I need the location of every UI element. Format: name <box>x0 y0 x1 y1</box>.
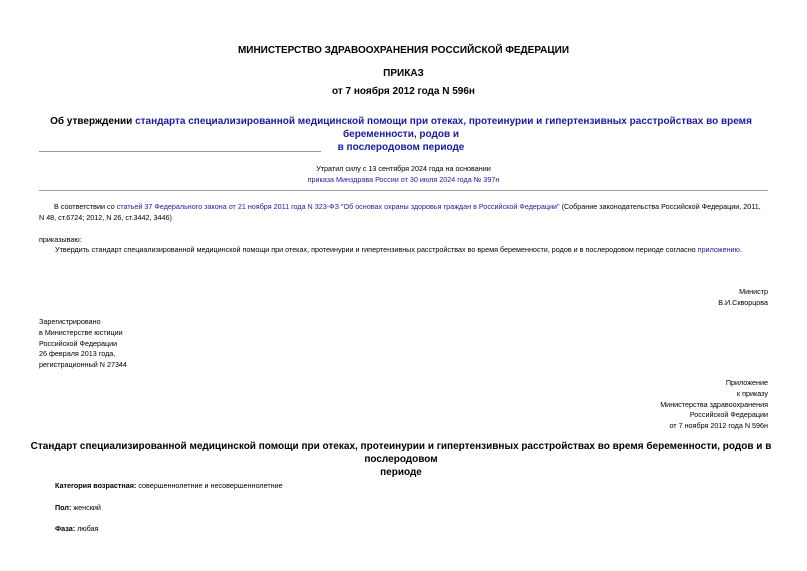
registration-block <box>39 317 127 371</box>
signature-name: В.И.Скворцова <box>718 297 768 307</box>
standard-title <box>30 440 772 479</box>
sex-value: женский <box>73 503 101 512</box>
order-label: приказываю: <box>39 235 82 244</box>
age-category <box>55 481 283 490</box>
doc-type: ПРИКАЗ <box>383 68 424 79</box>
order-text <box>55 244 795 255</box>
ministry-header: МИНИСТЕРСТВО ЗДРАВООХРАНЕНИЯ РОССИЙСКОЙ ФЕДЕРАЦИИ <box>237 45 570 56</box>
age-category-label: Категория возрастная: <box>55 481 137 490</box>
signature-block <box>718 287 768 309</box>
order-title-link-line2[interactable]: в послеродовом периоде <box>337 142 465 153</box>
age-category-value: совершеннолетние и несовершеннолетние <box>138 481 283 490</box>
preamble-suffix: (Собрание законодательства Российской Федерации, 2011, <box>559 202 761 211</box>
preamble <box>39 201 779 223</box>
appendix-link[interactable]: приложению <box>697 245 740 254</box>
divider-short <box>39 151 321 152</box>
sex-label: Пол: <box>55 503 72 512</box>
appendix-line: Приложение <box>725 378 768 387</box>
divider-full <box>39 190 768 191</box>
standard-title-line2: периоде <box>380 467 422 478</box>
phase-label: Фаза: <box>55 524 76 533</box>
preamble-prefix: В соответствии со <box>54 202 117 211</box>
sex <box>55 503 101 512</box>
order-text-end: . <box>739 245 742 254</box>
standard-title-line1: Стандарт специализированной медицинской помощи при отеках, протеинурии и гипертензивных расстройствах во время беременности, родов и в послеродовом <box>30 441 772 465</box>
order-title-link[interactable]: стандарта специализированной медицинской помощи при отеках, протеинурии и гипертензивных расстройствах во время беременности, родов и <box>135 116 752 140</box>
appendix-line: к приказу <box>736 388 768 398</box>
status-note: Утратил силу с 13 сентября 2024 года на основании <box>316 164 491 173</box>
registration-line: Российской Федерации <box>39 338 118 348</box>
registration-line: 26 февраля 2013 года, <box>39 349 116 359</box>
phase-value: любая <box>77 524 99 533</box>
appendix-block <box>660 378 768 432</box>
order-title <box>30 115 772 154</box>
order-date-number: от 7 ноября 2012 года N 596н <box>332 86 475 97</box>
signature-position: Министр <box>739 287 768 296</box>
federal-law-link[interactable]: статьей 37 Федерального закона от 21 ноября 2011 года N 323-ФЗ "Об основах охраны здоровья граждан в Российской Федерации" <box>116 202 560 211</box>
appendix-line: Министерства здравоохранения <box>660 399 768 409</box>
appendix-line: Российской Федерации <box>689 410 768 420</box>
appendix-line: от 7 ноября 2012 года N 596н <box>669 421 768 431</box>
registration-line: Зарегистрировано <box>39 317 101 326</box>
order-text-body: Утвердить стандарт специализированной медицинской помощи при отеках, протеинурии и гипертензивных расстройствах во время беременности, родов и в послеродовом периоде согласно <box>55 245 698 254</box>
registration-line: в Министерстве юстиции <box>39 327 123 337</box>
phase <box>55 524 99 533</box>
order-title-prefix: Об утверждении <box>50 116 136 127</box>
preamble-line2: N 48, ст.6724; 2012, N 26, ст.3442, 3446) <box>39 213 172 222</box>
repeal-order-link[interactable]: приказа Минздрава России от 30 июля 2024 года № 397н <box>307 175 500 184</box>
registration-line: регистрационный N 27344 <box>39 360 127 370</box>
status-note-link-line <box>0 174 807 185</box>
